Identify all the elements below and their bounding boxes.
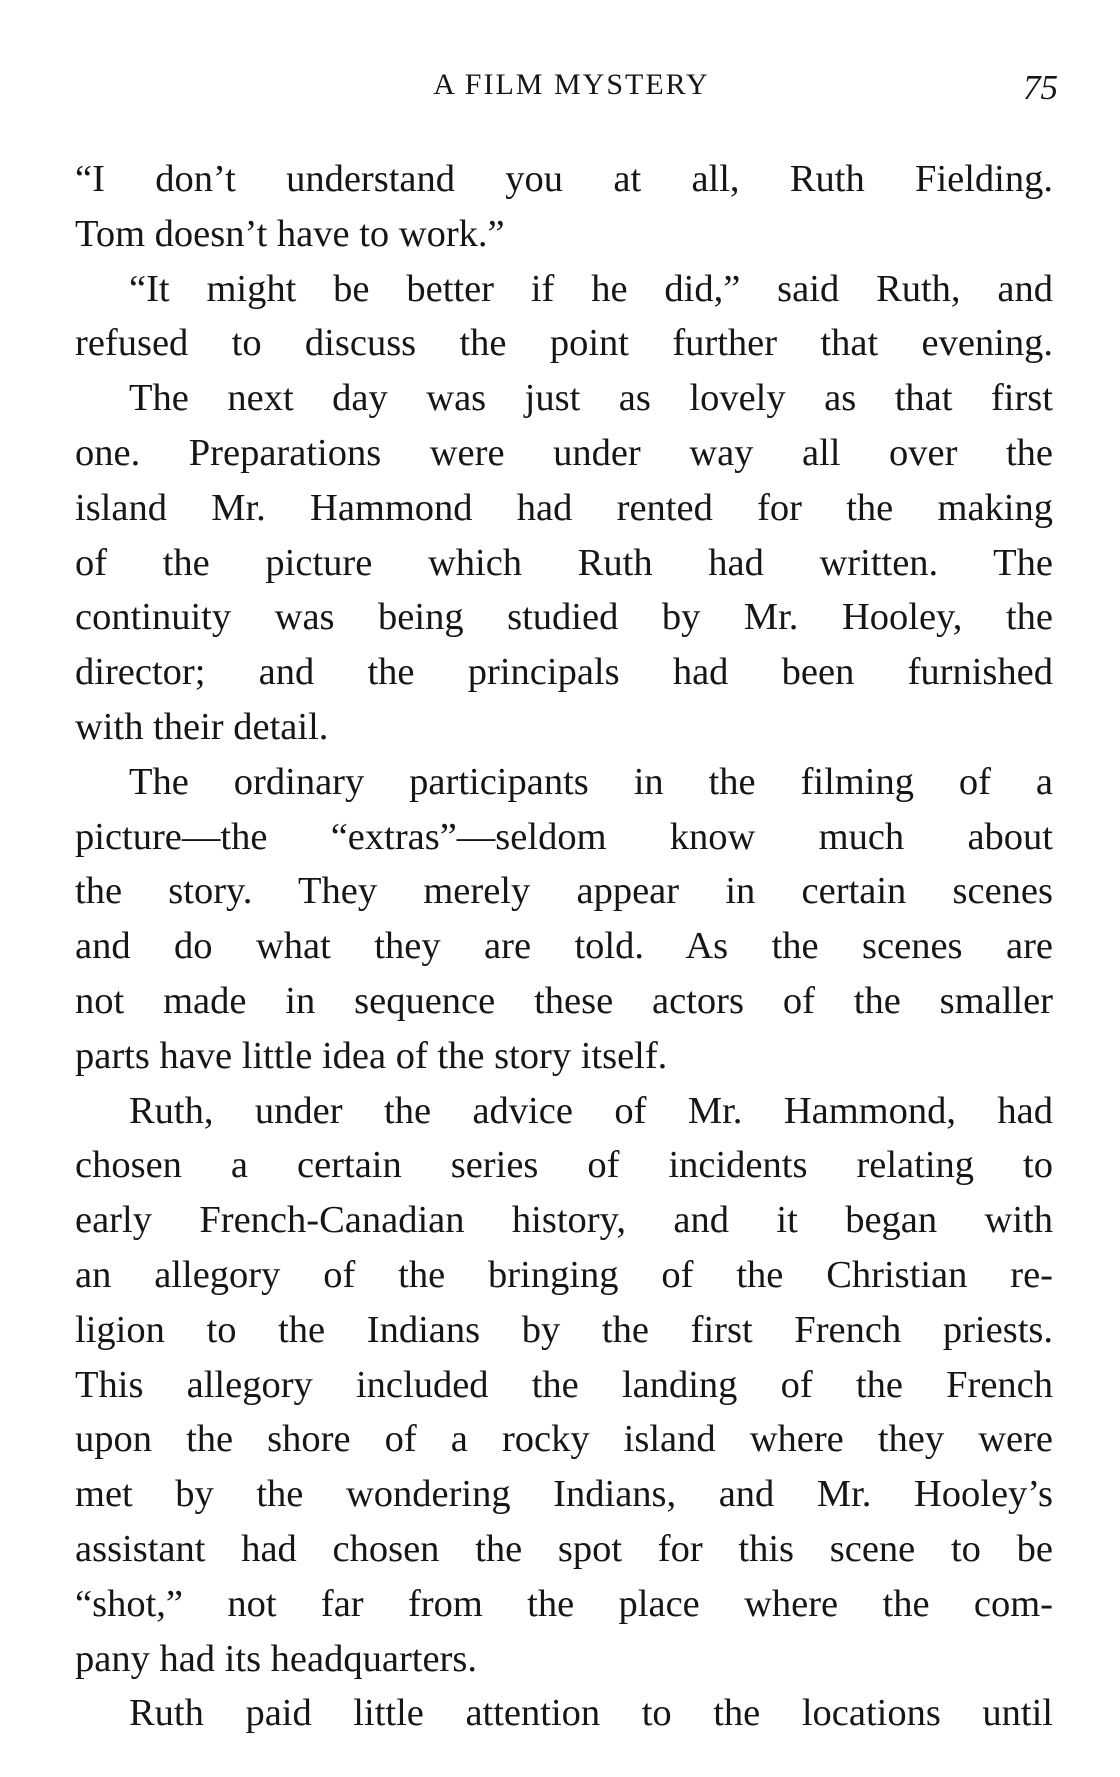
text-line: The next day was just as lovely as that first [129,377,1053,420]
text-line: early French-Canadian history, and it began with [75,1199,1053,1242]
text-line: director; and the principals had been furnished [75,651,1053,694]
text-line: of the picture which Ruth had written. The [75,541,1053,584]
running-title: A FILM MYSTERY [433,68,710,101]
text-line: chosen a certain series of incidents relating to [75,1144,1053,1187]
text-line: The ordinary participants in the filming of a [129,760,1053,803]
text-line: and do what they are told. As the scenes are [75,925,1053,968]
text-line: Ruth paid little attention to the locations until [129,1692,1053,1735]
text-line: with their detail. [75,705,329,748]
text-line: “It might be better if he did,” said Ruth, and [129,267,1053,310]
text-line: parts have little idea of the story itself. [75,1034,668,1077]
text-line: an allegory of the bringing of the Christian re- [75,1253,1053,1296]
text-line: “I don’t understand you at all, Ruth Fielding. [75,158,1053,200]
text-line: continuity was being studied by Mr. Hooley, the [75,596,1053,639]
text-line: the story. They merely appear in certain scenes [75,870,1053,913]
text-line: pany had its headquarters. [75,1637,477,1680]
text-line: assistant had chosen the spot for this scene to be [75,1527,1053,1570]
text-line: not made in sequence these actors of the smaller [75,979,1053,1022]
text-line: “shot,” not far from the place where the com- [75,1582,1053,1625]
page-number: 75 [1023,68,1058,107]
text-line: one. Preparations were under way all over the [75,431,1053,474]
running-head [75,66,1058,114]
text-line: island Mr. Hammond had rented for the making [75,486,1053,529]
text-line: picture—the “extras”—seldom know much about [75,815,1053,858]
text-line: This allegory included the landing of the French [75,1363,1053,1406]
text-line: upon the shore of a rocky island where they were [75,1418,1053,1461]
text-line: Ruth, under the advice of Mr. Hammond, had [129,1089,1053,1132]
text-line: Tom doesn’t have to work.” [75,212,505,255]
text-line: refused to discuss the point further that evening. [75,322,1053,365]
text-line: ligion to the Indians by the first French priests. [75,1308,1053,1351]
body-text [75,152,1053,1741]
text-line: met by the wondering Indians, and Mr. Hooley’s [75,1473,1053,1516]
